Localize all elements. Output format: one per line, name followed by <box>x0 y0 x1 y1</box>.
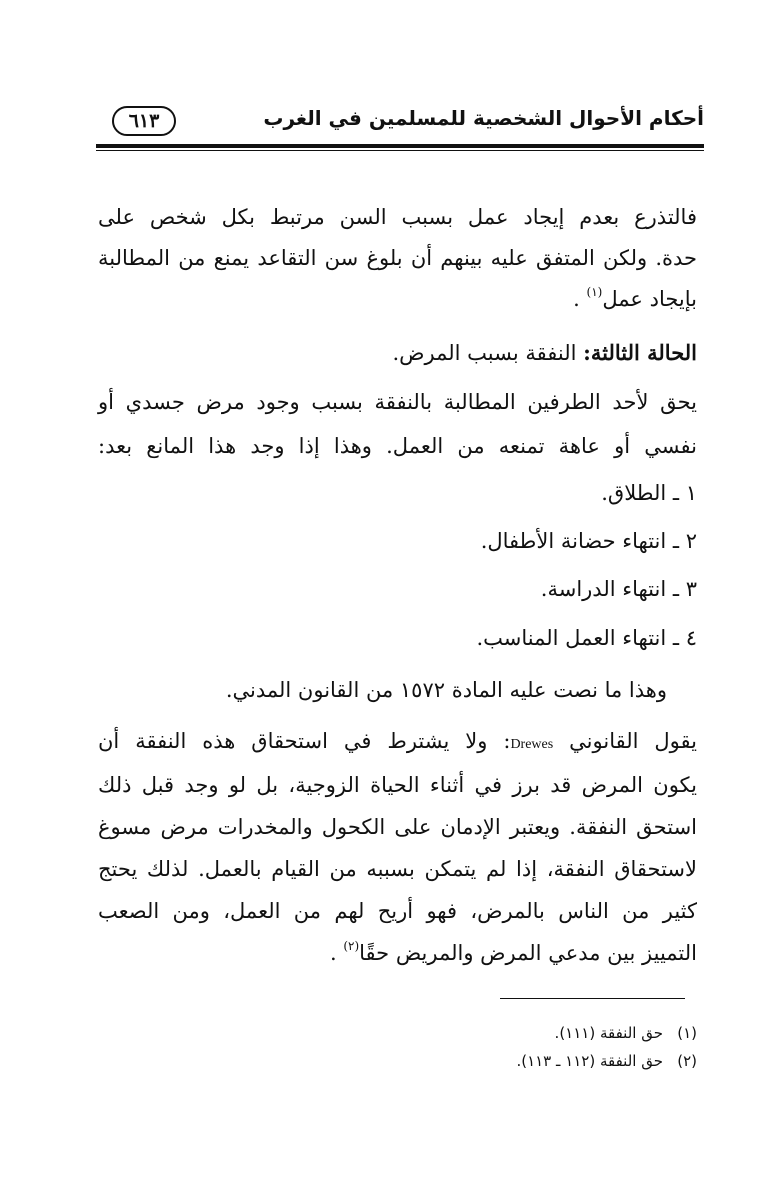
footnote-1-text: حق النفقة (١١١). <box>554 1024 663 1042</box>
list-item-1: ١ ـ الطلاق. <box>601 481 697 505</box>
paragraph-4-line-4: لاستحقاق النفقة، إذا لم يتمكن بسببه من القيام بالعمل. لذلك يحتج <box>98 857 697 881</box>
paragraph-1-line-3-text: بإيجاد عمل <box>602 287 697 311</box>
header-rule-thick <box>96 144 704 148</box>
list-item-4: ٤ ـ انتهاء العمل المناسب. <box>476 626 697 650</box>
footnote-2 <box>516 1052 697 1070</box>
page-header <box>98 104 704 144</box>
author-name-latin: Drewes <box>510 737 554 752</box>
case-3-heading <box>392 340 697 365</box>
footnote-separator <box>500 998 685 999</box>
running-title: أحكام الأحوال الشخصية للمسلمين في الغرب <box>263 106 704 130</box>
footnote-2-text: حق النفقة (١١٢ ـ ١١٣). <box>516 1052 663 1070</box>
paragraph-1-line-2: حدة. ولكن المتفق عليه بينهم أن بلوغ سن التقاعد يمنع من المطالبة <box>98 246 697 270</box>
footnote-2-number: (٢) <box>677 1052 697 1070</box>
paragraph-4-line-1-b: : ولا يشترط في استحقاق هذه النفقة أن <box>98 729 511 753</box>
paragraph-1-line-3 <box>573 287 697 311</box>
case-3-label: الحالة الثالثة: <box>583 340 697 365</box>
paragraph-3: وهذا ما نصت عليه المادة ١٥٧٢ من القانون المدني. <box>225 678 667 702</box>
list-item-3: ٣ ـ انتهاء الدراسة. <box>540 577 697 601</box>
footnote-1-number: (١) <box>677 1024 697 1042</box>
paragraph-4-line-6 <box>330 941 697 965</box>
paragraph-4-line-2: يكون المرض قد برز في أثناء الحياة الزوجية، بل لو وجد قبل ذلك <box>98 773 697 797</box>
paragraph-4-line-6-text: التمييز بين مدعي المرض والمريض حقًا <box>359 941 697 965</box>
paragraph-1-line-1: فالتذرع بعدم إيجاد عمل بسبب السن مرتبط بكل شخص على <box>98 205 697 229</box>
list-item-2: ٢ ـ انتهاء حضانة الأطفال. <box>480 529 697 553</box>
paragraph-1-end: . <box>573 287 580 311</box>
paragraph-4-end: . <box>329 941 337 965</box>
paragraph-2-line-1: يحق لأحد الطرفين المطالبة بالنفقة بسبب وجود مرض جسدي أو <box>98 390 697 414</box>
header-rule-thin <box>96 150 704 151</box>
paragraph-4-line-1 <box>98 729 697 753</box>
case-3-text: النفقة بسبب المرض. <box>392 341 577 365</box>
paragraph-4-line-1-a: يقول القانوني <box>569 729 697 753</box>
page-number: ٦١٣ <box>112 106 176 136</box>
paragraph-4-line-3: استحق النفقة. ويعتبر الإدمان على الكحول والمخدرات مرض مسوغ <box>98 815 697 839</box>
footnote-1 <box>555 1024 697 1042</box>
footnote-ref-1: (١) <box>586 285 603 299</box>
footnote-ref-2: (٢) <box>343 939 360 953</box>
paragraph-2-line-2: نفسي أو عاهة تمنعه من العمل. وهذا إذا وجد هذا المانع بعد: <box>98 434 697 458</box>
paragraph-4-line-5: كثير من الناس بالمرض، فهو أريح لهم من العمل، ومن الصعب <box>98 899 697 923</box>
